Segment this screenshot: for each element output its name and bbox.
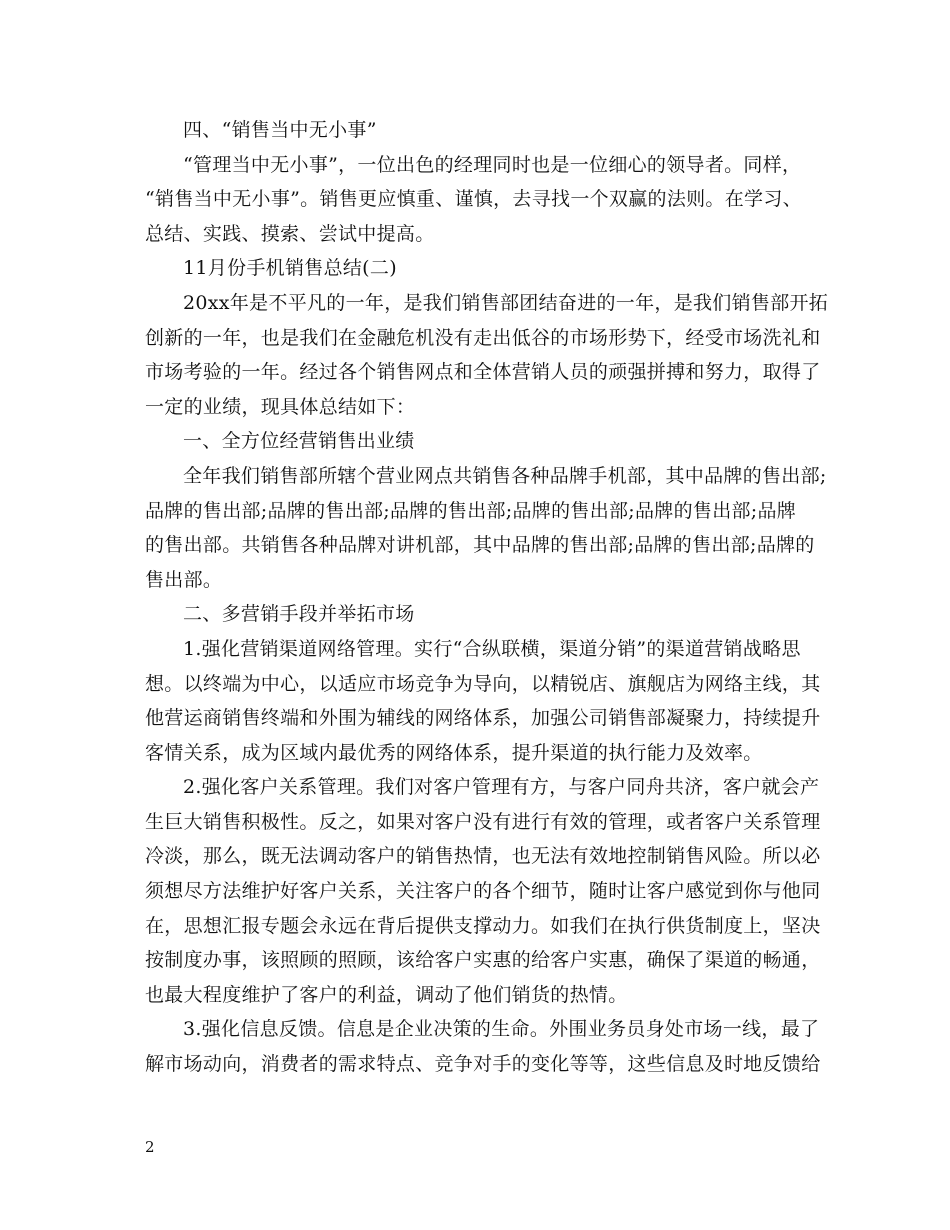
section-heading	[145, 424, 813, 459]
text-line: “销售当中无小事”。销售更应慎重、谨慎，去寻找一个双赢的法则。在学习、	[145, 188, 802, 211]
document-body	[145, 113, 829, 1082]
body-paragraph	[145, 1012, 821, 1081]
text-line: 创新的一年，也是我们在金融危机没有走出低谷的市场形势下，经受市场洗礼和	[145, 326, 821, 349]
text-line: 一、全方位经营销售出业绩	[183, 430, 415, 453]
body-paragraph	[145, 459, 827, 597]
body-paragraph	[145, 770, 821, 1012]
text-line: 一定的业绩，现具体总结如下：	[145, 395, 416, 418]
text-line: 解市场动向，消费者的需求特点、竞争对手的变化等等，这些信息及时地反馈给	[145, 1053, 821, 1076]
text-line: 总结、实践、摸索、尝试中提高。	[145, 222, 435, 245]
text-line: 也最大程度维护了客户的利益，调动了他们销货的热情。	[145, 983, 628, 1006]
text-line: 生巨大销售积极性。反之，如果对客户没有进行有效的管理，或者客户关系管理	[145, 810, 821, 833]
text-line: 他营运商销售终端和外围为辅线的网络体系，加强公司销售部凝聚力，持续提升	[145, 707, 821, 730]
text-line: 在，思想汇报专题会永远在背后提供支撑动力。如我们在执行供货制度上，坚决	[145, 914, 821, 937]
section-heading	[145, 113, 813, 148]
section-heading	[145, 251, 813, 286]
text-line: 11月份手机销售总结(二)	[183, 257, 397, 280]
text-line: 售出部。	[145, 568, 223, 591]
body-paragraph	[145, 632, 821, 770]
text-line: 客情关系，成为区域内最优秀的网络体系，提升渠道的执行能力及效率。	[145, 741, 763, 764]
page-number: 2	[145, 1138, 155, 1156]
text-line: 须想尽方法维护好客户关系，关注客户的各个细节，随时让客户感觉到你与他同	[145, 880, 821, 903]
text-line: 20xx年是不平凡的一年，是我们销售部团结奋进的一年，是我们销售部开拓	[183, 291, 829, 314]
text-line: 2.强化客户关系管理。我们对客户管理有方，与客户同舟共济，客户就会产	[183, 776, 820, 799]
text-line: 想。以终端为中心，以适应市场竞争为导向，以精锐店、旗舰店为网络主线，其	[145, 672, 821, 695]
text-line: 品牌的售出部;品牌的售出部;品牌的售出部;品牌的售出部;品牌的售出部;品牌	[145, 499, 797, 522]
body-paragraph	[145, 286, 829, 424]
text-line: “管理当中无小事”，一位出色的经理同时也是一位细心的领导者。同样，	[183, 153, 802, 176]
text-line: 1.强化营销渠道网络管理。实行“合纵联横，渠道分销”的渠道营销战略思	[183, 637, 801, 660]
section-heading	[145, 597, 813, 632]
text-line: 市场考验的一年。经过各个销售网点和全体营销人员的顽强拼搏和努力，取得了	[145, 361, 821, 384]
text-line: 全年我们销售部所辖个营业网点共销售各种品牌手机部，其中品牌的售出部;	[183, 464, 827, 487]
text-line: 二、多营销手段并举拓市场	[183, 603, 415, 626]
text-line: 3.强化信息反馈。信息是企业决策的生命。外围业务员身处市场一线，最了	[183, 1018, 820, 1041]
body-paragraph	[145, 148, 813, 252]
text-line: 按制度办事，该照顾的照顾，该给客户实惠的给客户实惠，确保了渠道的畅通，	[145, 949, 821, 972]
text-line: 冷淡，那么，既无法调动客户的销售热情，也无法有效地控制销售风险。所以必	[145, 845, 821, 868]
text-line: 四、“销售当中无小事”	[183, 119, 377, 141]
text-line: 的售出部。共销售各种品牌对讲机部，其中品牌的售出部;品牌的售出部;品牌的	[145, 534, 815, 557]
